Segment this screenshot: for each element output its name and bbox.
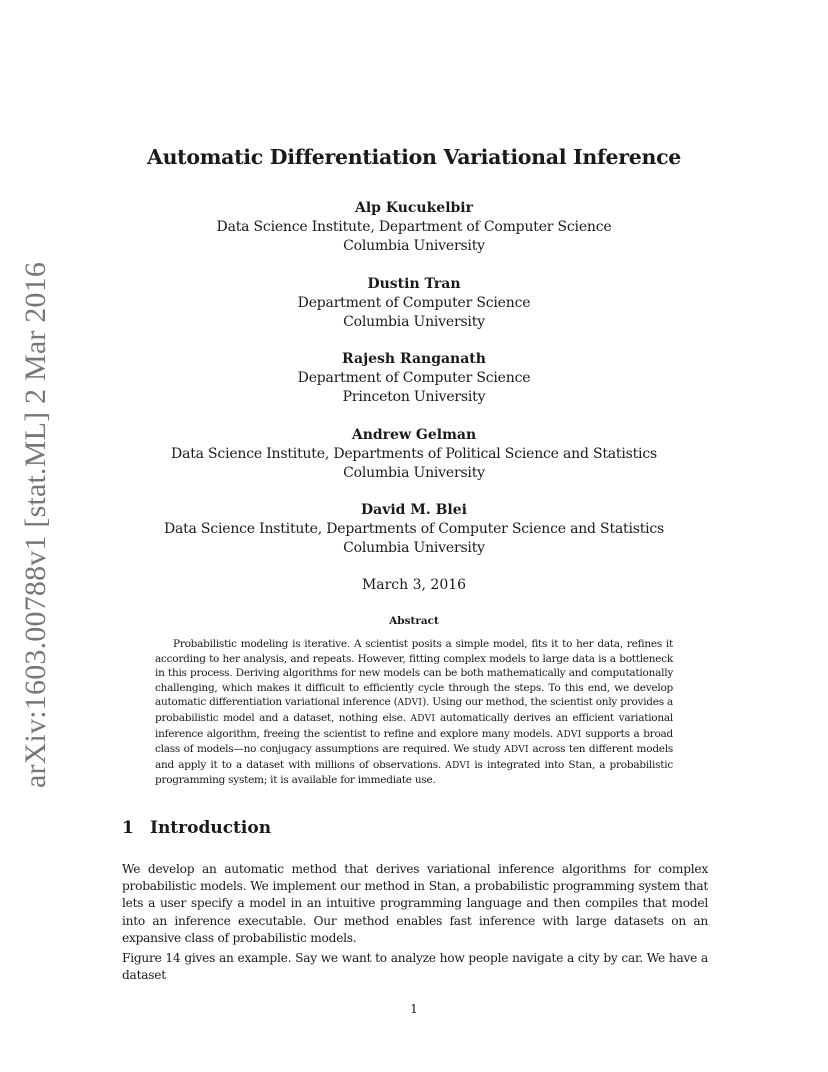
author-list: [0, 199, 828, 577]
abstract-text-part: Probabilistic modeling is iterative. A scientist posits a simple model, fits it to her data, refines it according to her analysis, and repeats. However, fitting complex models to large data is a bottleneck in this process. Deriving algorithms for new models can be both mathematically and computationally challenging, which makes it difficult to efficiently cycle through the steps. To this end, we develop automatic differentiation variational inference (: [155, 638, 673, 709]
abstract-text-part: ). Using our method, the scientist only provides a probabilistic model and a dataset, nothing else.: [155, 696, 673, 724]
author-institution: Princeton University: [342, 389, 486, 405]
section-heading: [122, 818, 271, 838]
advi-acronym: ADVI: [397, 698, 423, 709]
abstract-text: [155, 637, 673, 788]
author-institution: Columbia University: [343, 238, 485, 254]
paper-date: March 3, 2016: [361, 577, 467, 593]
author-affiliation: Department of Computer Science: [297, 294, 531, 311]
author-name: Dustin Tran: [367, 275, 461, 292]
author-block: [0, 275, 828, 351]
body-paragraph: We develop an automatic method that derives variational inference algorithms for complex probabilistic models. We implement our method in Stan, a probabilistic programming system that lets a user specify a model in an intuitive programming language and then compiles that model into an inference executable. Our method enables fast inference with large datasets on an expansive class of probabilistic models.: [122, 862, 708, 945]
abstract-text-part: across ten different models and apply it to a dataset with millions of observations.: [155, 743, 674, 771]
author-affiliation: Data Science Institute, Department of Computer Science: [216, 219, 612, 235]
advi-acronym: ADVI: [410, 713, 436, 724]
advi-acronym: ADVI: [504, 745, 529, 756]
abstract-heading: Abstract: [389, 615, 439, 627]
author-affiliation: Data Science Institute, Departments of Computer Science and Statistics: [163, 521, 665, 537]
page-number: 1: [410, 1002, 418, 1016]
abstract-text-part: automatically derives an efficient variational inference algorithm, freeing the scientist to refine and explore many models.: [155, 711, 674, 740]
author-institution: Columbia University: [343, 540, 485, 556]
paper-title: Automatic Differentiation Variational Inference: [146, 145, 682, 169]
arxiv-stamp-text: arXiv:1603.00788v1 [stat.ML] 2 Mar 2016: [19, 261, 52, 789]
author-name: David M. Blei: [361, 502, 467, 518]
body-paragraph: Figure 14 gives an example. Say we want to analyze how people navigate a city by car. We have a dataset: [122, 951, 708, 983]
advi-acronym: ADVI: [556, 729, 582, 740]
author-name: Andrew Gelman: [351, 426, 477, 443]
author-affiliation: Data Science Institute, Departments of Political Science and Statistics: [171, 445, 657, 462]
abstract-text-part: supports a broad class of models—no conjugacy assumptions are required. We study: [155, 727, 674, 756]
author-affiliation: Department of Computer Science: [297, 370, 531, 386]
author-name: Alp Kucukelbir: [355, 200, 473, 216]
abstract-text-part: is integrated into Stan, a probabilistic programming system; it is available for immediate use.: [155, 758, 673, 787]
author-block: [0, 350, 828, 426]
advi-acronym: ADVI: [445, 760, 471, 771]
author-block: [0, 426, 828, 502]
author-block: [0, 501, 828, 577]
section-number: 1: [122, 818, 134, 838]
author-institution: Columbia University: [343, 464, 485, 481]
author-name: Rajesh Ranganath: [342, 351, 486, 367]
author-institution: Columbia University: [343, 313, 485, 330]
section-title: Introduction: [150, 818, 272, 838]
author-block: [0, 199, 828, 275]
